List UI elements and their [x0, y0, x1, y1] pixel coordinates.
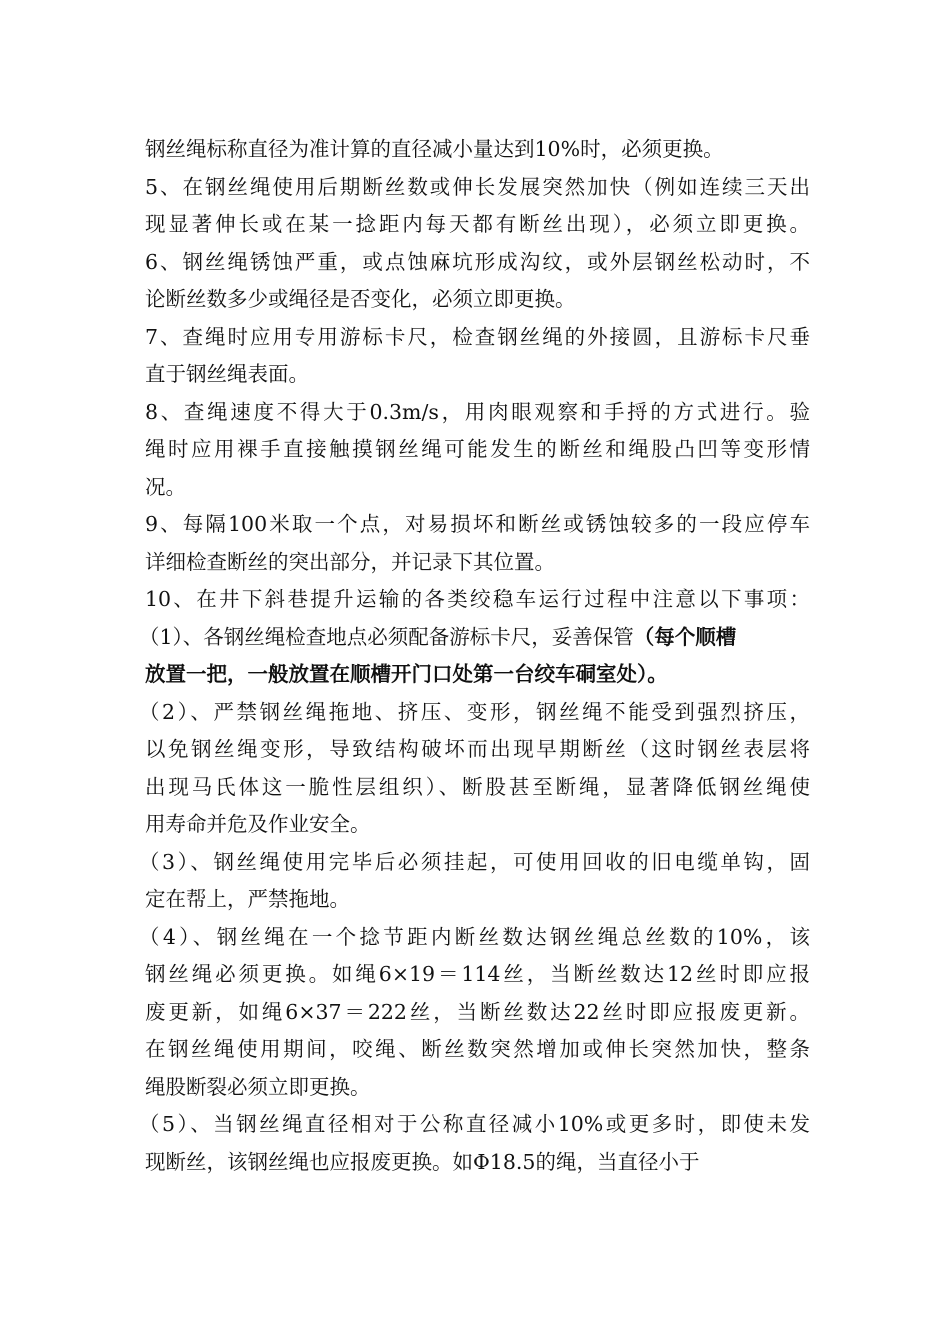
text-line-28: 现断丝，该钢丝绳也应报废更换。如Φ18.5的绳，当直径小于: [145, 1149, 700, 1174]
text-line-19: 用寿命并危及作业安全。: [145, 812, 371, 836]
text-line-15: 放置一把，一般放置在顺槽开门口处第一台绞车硐室处）。: [145, 662, 668, 686]
text-line-23: 钢丝绳必须更换。如绳6×19＝114丝，当断丝数达12丝时即应报: [145, 962, 810, 986]
text-line-6: 7、查绳时应用专用游标卡尺，检查钢丝绳的外接圆，且游标卡尺垂: [145, 324, 810, 349]
text-line-20: （3）、钢丝绳使用完毕后必须挂起，可使用回收的旧电缆单钩，固: [139, 849, 810, 874]
text-line-9: 绳时应用裸手直接触摸钢丝绳可能发生的断丝和绳股凸凹等变形情: [145, 437, 810, 461]
text-line-11: 9、每隔100米取一个点，对易损坏和断丝或锈蚀较多的一段应停车: [145, 512, 810, 536]
text-line-13: 10、在井下斜巷提升运输的各类绞稳车运行过程中注意以下事项：: [145, 587, 810, 611]
text-line-14-bold: （每个顺槽: [633, 624, 737, 649]
text-line-1: 钢丝绳标称直径为准计算的直径减小量达到10%时，必须更换。: [145, 137, 724, 161]
text-line-21: 定在帮上，严禁拖地。: [145, 887, 350, 911]
text-line-27: （5）、当钢丝绳直径相对于公称直径减小10%或更多时，即使未发: [139, 1112, 810, 1136]
text-line-16: （2）、严禁钢丝绳拖地、挤压、变形，钢丝绳不能受到强烈挤压，: [139, 699, 810, 724]
text-line-17: 以免钢丝绳变形，导致结构破坏而出现早期断丝（这时钢丝表层将: [145, 737, 810, 761]
text-line-8: 8、查绳速度不得大于0.3m/s，用肉眼观察和手捋的方式进行。验: [145, 399, 810, 424]
text-line-14: [139, 619, 810, 657]
text-line-26: 绳股断裂必须立即更换。: [145, 1074, 371, 1099]
text-line-4: 6、钢丝绳锈蚀严重，或点蚀麻坑形成沟纹，或外层钢丝松动时，不: [145, 249, 810, 274]
text-line-22: （4）、钢丝绳在一个捻节距内断丝数达钢丝绳总丝数的10%，该: [139, 924, 810, 949]
text-line-3: 现显著伸长或在某一捻距内每天都有断丝出现），必须立即更换。: [145, 212, 810, 236]
text-line-2: 5、在钢丝绳使用后期断丝数或伸长发展突然加快（例如连续三天出: [145, 174, 810, 199]
text-line-10: 况。: [145, 474, 186, 499]
document-page: [139, 131, 810, 1181]
text-line-7: 直于钢丝绳表面。: [145, 362, 309, 386]
text-line-18: 出现马氏体这一脆性层组织）、断股甚至断绳，显著降低钢丝绳使: [145, 774, 810, 799]
text-line-14-normal: （1）、各钢丝绳检查地点必须配备游标卡尺，妥善保管: [139, 624, 634, 649]
text-line-25: 在钢丝绳使用期间，咬绳、断丝数突然增加或伸长突然加快，整条: [145, 1037, 810, 1061]
text-line-5: 论断丝数多少或绳径是否变化，必须立即更换。: [145, 287, 576, 311]
text-line-24: 废更新，如绳6×37＝222丝，当断丝数达22丝时即应报废更新。: [145, 999, 810, 1024]
text-line-12: 详细检查断丝的突出部分，并记录下其位置。: [145, 549, 555, 574]
